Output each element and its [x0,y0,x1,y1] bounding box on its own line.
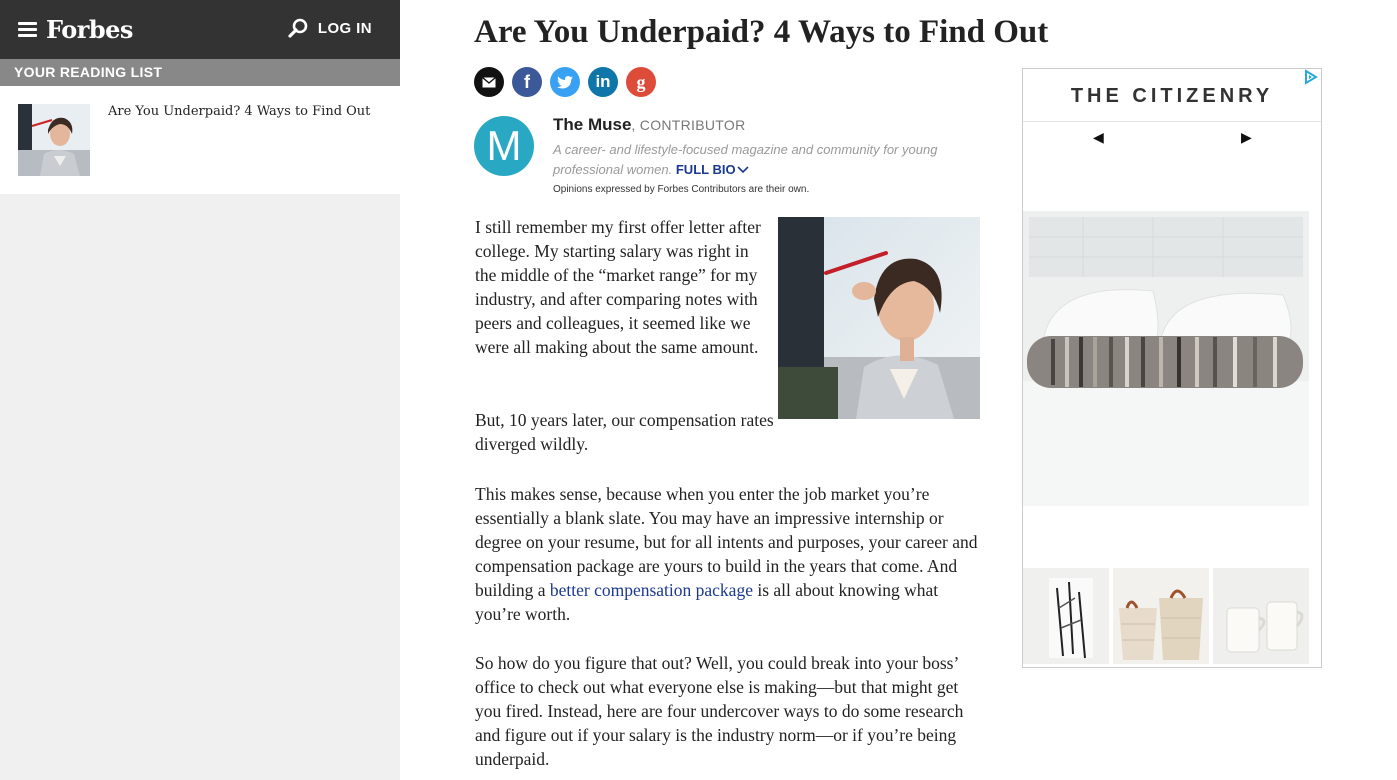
linkedin-icon: in [595,72,611,91]
google-plus-icon: g [636,71,646,92]
article-thumbnail [18,104,90,176]
ad-thumbnails [1023,568,1309,664]
login-button[interactable] [288,18,372,38]
article-paragraph: So how do you figure that out? Well, you could break into your boss’ office to check out what everyone else is making—but that might get you fired. Instead, here are four undercover ways to do some research and figure out if your salary is the industry norm—or if you’re being underpaid. [475,653,964,769]
ad-thumbnail[interactable] [1023,568,1109,664]
advertisement[interactable] [1022,68,1322,668]
reading-list-item[interactable] [18,104,390,176]
email-icon [482,77,496,88]
author-role: , CONTRIBUTOR [631,117,746,133]
full-bio-label: FULL BIO [675,162,736,177]
facebook-share-button[interactable] [512,67,542,97]
ad-divider [1023,121,1321,122]
menu-icon[interactable] [18,22,37,37]
triangle-right-icon: ▶ [1241,129,1252,145]
ad-next-button[interactable] [1241,129,1252,146]
twitter-icon [557,76,573,89]
reading-list-sidebar [0,0,400,780]
article-headline: Are You Underpaid? 4 Ways to Find Out [474,14,1049,50]
forbes-logo[interactable]: Forbes [46,15,133,44]
linkedin-share-button[interactable] [588,67,618,97]
paragraph-text: This makes sense, because when you enter the job market you’re essentially a blank slate. You may have an impressive internship or degree on your resume, but for all intents and purposes, your career and compensation package are yours to build in the years that come. And building a [475,484,978,600]
reading-list [0,86,400,194]
contributor-disclaimer: Opinions expressed by Forbes Contributors are their own. [553,184,810,195]
author-description [553,140,983,180]
article-image [778,217,980,419]
email-share-button[interactable] [474,67,504,97]
author-avatar[interactable]: M [474,116,534,176]
author-description-text: A career- and lifestyle-focused magazine and community for young professional women. [553,142,938,177]
ad-brand: THE CITIZENRY [1070,85,1274,107]
ad-prev-button[interactable] [1093,129,1104,146]
chevron-down-icon [737,166,749,174]
author-name[interactable]: The Muse [553,115,632,134]
ad-thumbnail[interactable] [1113,568,1209,664]
ad-thumbnail[interactable] [1213,568,1309,664]
ad-hero-image[interactable] [1023,211,1309,506]
article-paragraph: I still remember my first offer letter after college. My starting salary was right in the middle of the “market range” for my industry, and after comparing notes with peers and colleagues, it seemed like we were all making about the same amount. [475,217,761,357]
search-icon [288,18,308,38]
twitter-share-button[interactable] [550,67,580,97]
facebook-icon: f [524,71,530,92]
top-bar [0,0,400,59]
full-bio-link[interactable] [676,162,749,177]
triangle-left-icon: ◀ [1093,129,1104,145]
login-label: LOG IN [317,19,372,37]
reading-list-heading: YOUR READING LIST [0,59,400,86]
article-paragraph: But, 10 years later, our compensation rates diverged wildly. [475,410,774,454]
google-plus-share-button[interactable] [626,67,656,97]
share-bar [474,67,656,97]
compensation-package-link[interactable]: better compensation package [549,580,753,600]
article-paragraph [475,482,987,626]
author-info [553,115,983,195]
paragraph-text: is all about knowing what you’re worth. [475,580,939,624]
adchoices-icon[interactable] [1303,69,1319,85]
reading-list-item-title: Are You Underpaid? 4 Ways to Find Out [108,104,371,119]
